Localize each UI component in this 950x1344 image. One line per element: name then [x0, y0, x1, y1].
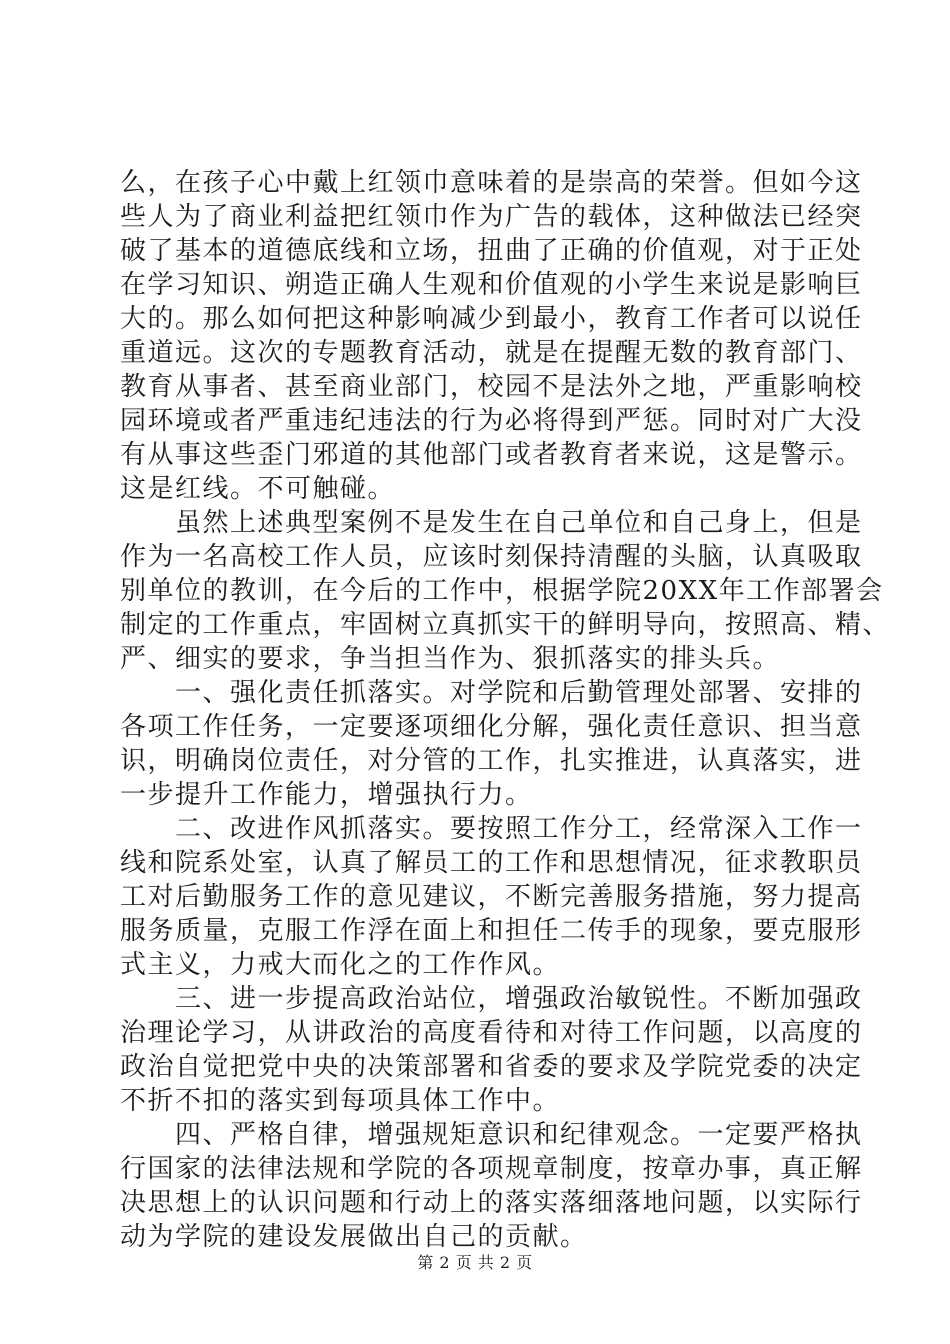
text-line: 一、强化责任抓落实。对学院和后勤管理处部署、安排的: [120, 678, 863, 708]
text-line: 二、改进作风抓落实。要按照工作分工，经常深入工作一: [120, 814, 863, 844]
text-line: 识，明确岗位责任，对分管的工作，扎实推进，认真落实，进: [120, 746, 863, 776]
text-line: 不折不扣的落实到每项具体工作中。: [120, 1086, 561, 1116]
text-line: 线和院系处室，认真了解员工的工作和思想情况，征求教职员: [120, 848, 863, 878]
text-line: 行国家的法律法规和学院的各项规章制度，按章办事，真正解: [120, 1154, 863, 1184]
text-line: 政治自觉把党中央的决策部署和省委的要求及学院党委的决定: [120, 1052, 863, 1082]
text-line: 虽然上述典型案例不是发生在自己单位和自己身上，但是: [120, 508, 863, 538]
text-line: 教育从事者、甚至商业部门，校园不是法外之地，严重影响校: [120, 372, 863, 402]
text-line: 园环境或者严重违纪违法的行为必将得到严惩。同时对广大没: [120, 406, 863, 436]
text-line: 有从事这些歪门邪道的其他部门或者教育者来说，这是警示。: [120, 440, 863, 470]
text-line: 重道远。这次的专题教育活动，就是在提醒无数的教育部门、: [120, 338, 863, 368]
text-line: 动为学院的建设发展做出自己的贡献。: [120, 1222, 588, 1252]
page-footer: 第 2 页 共 2 页: [417, 1253, 533, 1272]
text-line: 大的。那么如何把这种影响减少到最小，教育工作者可以说任: [120, 304, 863, 334]
text-line: 严、细实的要求，争当担当作为、狠抓落实的排头兵。: [120, 644, 781, 674]
text-line: 四、严格自律，增强规矩意识和纪律观念。一定要严格执: [120, 1120, 863, 1150]
text-line: 这是红线。不可触碰。: [120, 474, 396, 504]
text-line: 制定的工作重点，牢固树立真抓实干的鲜明导向，按照高、精、: [120, 610, 891, 640]
text-line: 作为一名高校工作人员，应该时刻保持清醒的头脑，认真吸取: [120, 542, 863, 572]
text-line: 么，在孩子心中戴上红领巾意味着的是崇高的荣誉。但如今这: [120, 168, 863, 198]
text-line: 工对后勤服务工作的意见建议，不断完善服务措施，努力提高: [120, 882, 863, 912]
text-line: 破了基本的道德底线和立场，扭曲了正确的价值观，对于正处: [120, 236, 863, 266]
text-line: 在学习知识、朔造正确人生观和价值观的小学生来说是影响巨: [120, 270, 863, 300]
text-line: 各项工作任务，一定要逐项细化分解，强化责任意识、担当意: [120, 712, 863, 742]
text-line: 决思想上的认识问题和行动上的落实落细落地问题，以实际行: [120, 1188, 863, 1218]
text-line: 服务质量，克服工作浮在面上和担任二传手的现象，要克服形: [120, 916, 863, 946]
text-line: 治理论学习，从讲政治的高度看待和对待工作问题，以高度的: [120, 1018, 863, 1048]
text-line: 些人为了商业利益把红领巾作为广告的载体，这种做法已经突: [120, 202, 863, 232]
text-line: 别单位的教训，在今后的工作中，根据学院20XX年工作部署会: [120, 576, 884, 606]
text-line: 一步提升工作能力，增强执行力。: [120, 780, 533, 810]
text-line: 三、进一步提高政治站位，增强政治敏锐性。不断加强政: [120, 984, 863, 1014]
text-line: 式主义，力戒大而化之的工作作风。: [120, 950, 561, 980]
